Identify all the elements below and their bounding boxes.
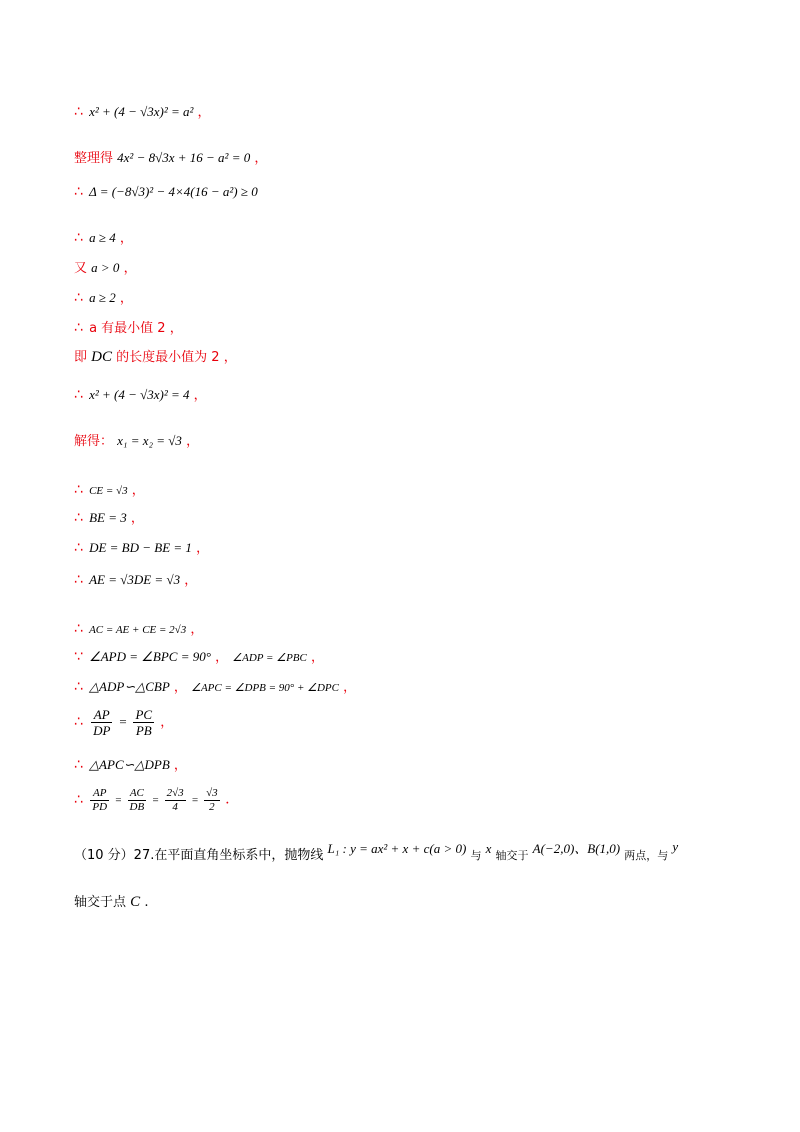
comma: ， bbox=[190, 622, 204, 637]
therefore-symbol: ∴ bbox=[74, 387, 83, 403]
equation: DE = BD − BE = 1 bbox=[89, 540, 192, 555]
equation: ∠ADP = ∠PBC bbox=[232, 652, 307, 664]
therefore-symbol: ∴ bbox=[74, 679, 83, 695]
therefore-symbol: ∴ bbox=[74, 540, 83, 556]
equation: x₁ = x₂ = √3 bbox=[117, 433, 182, 448]
denominator: DP bbox=[93, 723, 111, 738]
comma: ， bbox=[131, 483, 145, 498]
text: 轴交于 bbox=[495, 849, 529, 862]
step-17 bbox=[74, 680, 356, 694]
denominator: PD bbox=[92, 801, 108, 813]
question-prefix: （10 分）27.在平面直角坐标系中，抛物线 bbox=[74, 848, 324, 863]
equation: ∠APC = ∠DPB = 90° + ∠DPC bbox=[191, 682, 339, 694]
comma: ， bbox=[123, 261, 137, 276]
therefore-symbol: ∴ bbox=[74, 104, 83, 120]
equation: Δ = (−8√3)² − 4×4(16 − a²) ≥ 0 bbox=[89, 184, 258, 199]
comma: ， bbox=[343, 680, 357, 695]
step-9 bbox=[74, 388, 207, 402]
step-18: ∴ $\frac{AP}{DP}$ = $\frac{PC}{PB}$ ， bbox=[74, 707, 174, 738]
step-5 bbox=[74, 261, 137, 275]
step-16 bbox=[74, 650, 324, 664]
text: 轴交于点 bbox=[74, 895, 127, 910]
axis-x: x bbox=[485, 841, 492, 856]
point-c: C bbox=[130, 894, 141, 910]
step-20: ∴ $\frac{AP}{PD}$ = $\frac{AC}{DB}$ = $\frac{2√3}{4}$ = $\frac{√3}{2}$ . bbox=[74, 787, 230, 813]
equation: AC = AE + CE = 2√3 bbox=[89, 624, 187, 636]
comma: ， bbox=[173, 758, 187, 773]
numerator: √3 bbox=[206, 787, 218, 799]
comma: ， bbox=[119, 231, 133, 246]
therefore-symbol: ∴ bbox=[74, 184, 83, 200]
comma: ， bbox=[310, 650, 324, 665]
step-13 bbox=[74, 541, 209, 555]
fraction bbox=[128, 788, 147, 813]
comma: ， bbox=[197, 105, 211, 120]
step-3 bbox=[74, 185, 258, 199]
therefore-symbol: ∴ bbox=[74, 714, 83, 730]
prefix: 即 bbox=[74, 350, 88, 365]
step-11 bbox=[74, 483, 145, 497]
step-14 bbox=[74, 573, 197, 587]
step-4 bbox=[74, 231, 133, 245]
fraction bbox=[91, 708, 112, 737]
equation: x² + (4 − √3x)² = a² bbox=[89, 104, 194, 119]
therefore-symbol: ∴ bbox=[74, 482, 83, 498]
denominator: 2 bbox=[209, 801, 215, 813]
numerator: AP bbox=[90, 788, 109, 801]
comma: ， bbox=[215, 650, 229, 665]
numerator: PC bbox=[135, 707, 153, 722]
step-15 bbox=[74, 622, 203, 636]
label: 整理得 bbox=[74, 151, 114, 166]
label: 又 bbox=[74, 261, 88, 276]
denominator: DB bbox=[129, 801, 145, 813]
comma: ， bbox=[160, 715, 174, 730]
equation: 4x² − 8√3x + 16 − a² = 0 bbox=[117, 150, 251, 165]
fraction bbox=[204, 788, 220, 813]
therefore-symbol: ∴ bbox=[74, 320, 83, 336]
comma: ， bbox=[186, 434, 200, 449]
equation: ∠APD = ∠BPC = 90° bbox=[89, 649, 211, 664]
step-12 bbox=[74, 511, 144, 525]
denominator: 4 bbox=[172, 801, 178, 813]
comma: ， bbox=[130, 511, 144, 526]
segment-dc: DC bbox=[91, 349, 112, 365]
because-symbol: ∵ bbox=[74, 649, 83, 665]
therefore-symbol: ∴ bbox=[74, 757, 83, 773]
numerator: AC bbox=[128, 788, 147, 801]
numerator: AP bbox=[91, 708, 112, 723]
step-10 bbox=[74, 434, 199, 448]
therefore-symbol: ∴ bbox=[74, 510, 83, 526]
similarity: △APC∽△DPB bbox=[89, 757, 170, 772]
therefore-symbol: ∴ bbox=[74, 572, 83, 588]
therefore-symbol: ∴ bbox=[74, 621, 83, 637]
denominator: PB bbox=[135, 723, 152, 738]
comma: ， bbox=[169, 321, 183, 336]
equation: CE = √3 bbox=[89, 485, 128, 497]
equation: x² + (4 − √3x)² = 4 bbox=[89, 387, 190, 402]
comma: ， bbox=[196, 541, 210, 556]
parabola-equation: L₁ : y = ax² + x + c(a > 0) bbox=[327, 841, 467, 856]
step-19 bbox=[74, 758, 187, 772]
text: 两点，与 bbox=[624, 849, 669, 862]
axis-y: y bbox=[672, 839, 679, 854]
period: . bbox=[144, 895, 149, 910]
therefore-symbol: ∴ bbox=[74, 791, 83, 808]
text: 与 bbox=[470, 849, 482, 862]
comma: ， bbox=[173, 680, 187, 695]
fraction bbox=[90, 788, 109, 813]
comma: ， bbox=[223, 350, 237, 365]
therefore-symbol: ∴ bbox=[74, 230, 83, 246]
statement: a 有最小值 2 bbox=[89, 321, 166, 336]
step-1 bbox=[74, 105, 211, 119]
step-6 bbox=[74, 291, 133, 305]
comma: ， bbox=[119, 291, 133, 306]
equation: a ≥ 2 bbox=[89, 290, 116, 305]
comma: ， bbox=[184, 573, 198, 588]
step-7 bbox=[74, 321, 183, 335]
numerator: 2√3 bbox=[166, 787, 184, 799]
question-27-line-2 bbox=[74, 895, 148, 910]
comma: ， bbox=[254, 151, 268, 166]
equation: a ≥ 4 bbox=[89, 230, 116, 245]
statement: 的长度最小值为 2 bbox=[116, 350, 220, 365]
question-27 bbox=[74, 839, 679, 863]
comma: ， bbox=[193, 388, 207, 403]
label: 解得： bbox=[74, 434, 114, 449]
fraction bbox=[165, 788, 186, 813]
therefore-symbol: ∴ bbox=[74, 290, 83, 306]
intersection-points: A(−2,0)、B(1,0) bbox=[532, 841, 621, 856]
step-8 bbox=[74, 350, 237, 365]
equation: BE = 3 bbox=[89, 510, 127, 525]
equation: a > 0 bbox=[91, 260, 120, 275]
equation: AE = √3DE = √3 bbox=[89, 572, 181, 587]
period: . bbox=[225, 791, 230, 808]
step-2 bbox=[74, 151, 267, 165]
fraction bbox=[133, 708, 154, 737]
similarity: △ADP∽△CBP bbox=[89, 679, 170, 694]
